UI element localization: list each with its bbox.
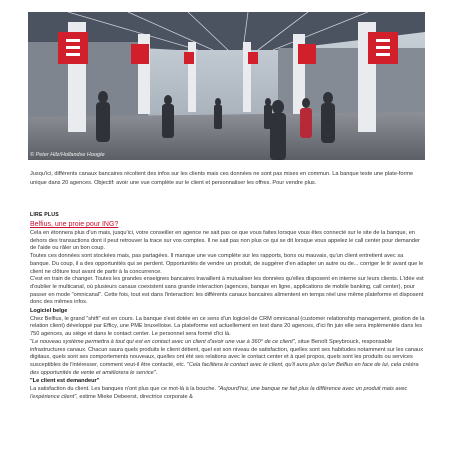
text: situe Benoît Speybrouck, responsable infrastructures canaux. Chacun saura quels produits le client détient, quel est son niveau de satisfaction, quelles sont ses habitudes notamment sur les canaux digitaux, quels sont ses comportements nouveaux, quelles ont été ses relations avec le contact center et à quel propos, quels sont les produits ou services susceptibles de l'intéresser, comment veut-il être contacté, etc.: [30, 338, 424, 368]
paragraph: Chez Belfius, le grand "shift" est en cours. La banque s'est dotée en ce sens d'un logiciel de CRM omnicanal (customer relationship management, gestion de la relation client) développé par Efficy, une PME bruxelloise. La plateforme est actuellement en test dans 20 agences, d'ici fin juin elle sera implémentée dans les 750 agences, au siège et dans le contact center. Le personnel sera formé d'ici là.: [30, 315, 425, 338]
text: La satisfaction du client. Les banques n'ont plus que ce mot-là à la bouche.: [30, 386, 218, 393]
text: estime Mieke Debeerst, directrice corporate &: [77, 393, 193, 400]
paragraph: Cela en étonnera plus d'un mais, jusqu'ici, votre conseiller en agence ne sait pas ce que vous faites lorsque vous êtes connecté sur le site de la banque, en dehors des transactions dont il peut retrouver la trace sur vos comptes. Il ne sait pas non plus ce qui se dit lorsque vous appelez le call center pour demander de l'aide ou râler un bon coup.: [30, 230, 420, 252]
section-label: LIRE PLUS: [30, 212, 59, 218]
paragraph: [30, 386, 425, 401]
article-photo: [28, 12, 425, 160]
article-body: [30, 220, 425, 401]
photo-credit: © Peter Hilz/Hollandse Hoogte: [30, 152, 105, 158]
station-photo-illustration: [28, 12, 425, 160]
subheading: "Le client est demandeur": [30, 378, 100, 385]
quote: "Cela facilitera le contact avec le client, qu'il aura plus qu'un Belfius en face de lui, cela crééra des opportunités de vente et améliorera le service".: [30, 361, 419, 376]
article-intro: Jusqu'ici, différents canaux bancaires récoltent des infos sur les clients mais ces données ne sont pas mises en commun. La banque teste une plate-forme unique dans 20 agences. Objectif: avoir une vue complète sur le client et personnaliser les offres. Pour vendre plus.: [30, 171, 414, 186]
quote: "Le nouveau système permettra à tout qui est en contact avec un client d'avoir une vue à 360° de ce client",: [30, 338, 297, 345]
quote: "Aujourd'hui, une banque ne fait plus la différence avec un produit mais avec l'expérience client",: [30, 386, 408, 400]
paragraph: Toutes ces données sont stockées mais, pas partagées. Il manque une vue complète sur les rapports, bons ou mauvais, qu'un client entretient avec sa banque. Du coup, il a des opportunités qui se perdent. Opportunités de vendre un produit, de suggérer d'en adapter un autre ou de... corriger le tir avant que le client ne clôture tout avant de partir à la concurrence.: [30, 253, 424, 275]
paragraph: C'est en train de changer. Toutes les grandes enseignes bancaires travaillent à mutualiser les données qu'elles disposent en interne sur leurs clients. L'idée est d'oublier le multicanal, où plusieurs canaux coexistent sans grande interaction (agences, banque en ligne, applications de mobile banking, call center), pour passer en mode "omnicanal". Cette fois, tout est dans l'interaction: les différents canaux bancaires alimentent en temps réel une même plateforme et disposent donc des mêmes infos.: [30, 276, 424, 306]
related-article-link[interactable]: Belfius, une proie pour ING?: [30, 221, 119, 228]
subheading: Logiciel belge: [30, 308, 68, 315]
paragraph: [30, 339, 425, 378]
